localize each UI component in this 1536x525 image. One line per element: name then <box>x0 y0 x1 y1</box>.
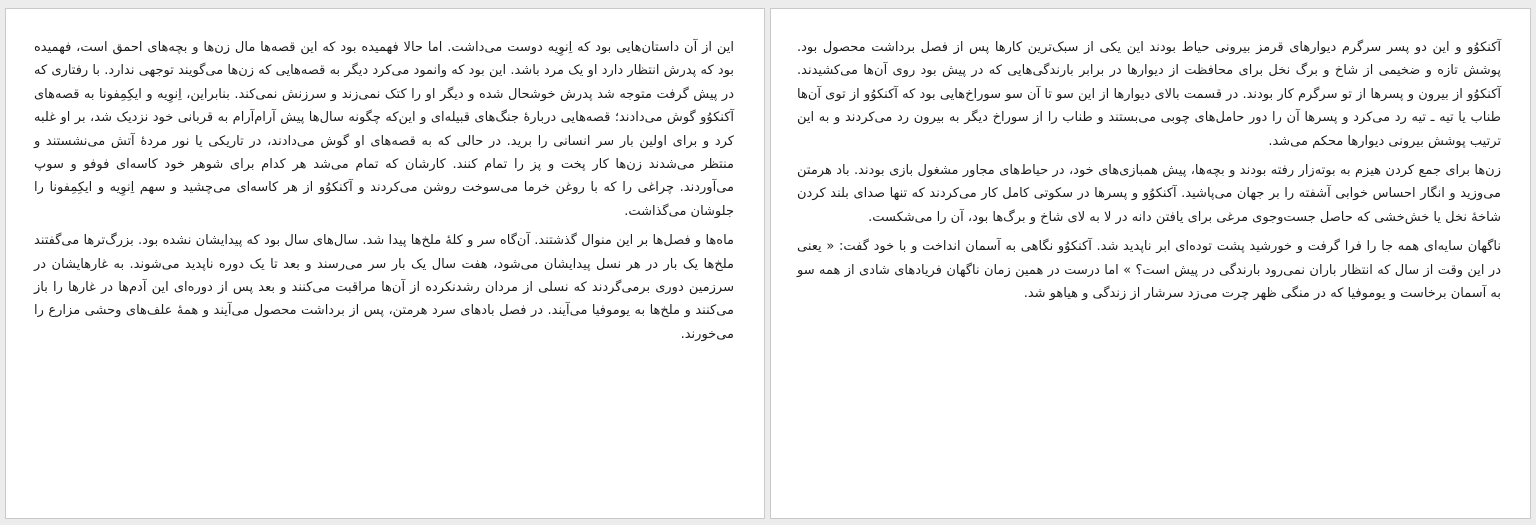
right-page-text <box>797 36 1501 311</box>
right-paragraph-1: آکنکوُو و این دو پسر سرگرم دیوارهای قرمز بیرونی حیاط بودند این یکی از سبک‌ترین کارها پس از فصل برداشت محصول بود. پوشش تازه و ضخیمی از شاخ و برگ نخل برای محافظت از دیوارها در برابر بارندگی‌هایی که در پیش بود روی آن‌ها می‌کشیدند. آکنکوُو از بیرون و پسرها از تو سرگرم کار بودند. در قسمت بالای دیوارها از این سو تا آن سو سوراخ‌هایی بود که آکنکوُو از توی آن‌ها طناب یا تیه ـ تیه رد می‌کرد و پسرها آن را دور حامل‌های چوبی می‌بستند و طناب را از سوراخ دیگر به بیرون رد می‌کردند و به این ترتیب پوشش بیرونی دیوارها محکم می‌شد. <box>797 40 1501 149</box>
left-paragraph-2: ماه‌ها و فصل‌ها بر این منوال گذشتند. آن‌گاه سر و کلهٔ ملخ‌ها پیدا شد. سال‌های سال بود که پیدایشان نشده بود. بزرگ‌ترها می‌گفتند ملخ‌ها یک بار در هر نسل پیدایشان می‌شود، هفت سال یک بار سر می‌رسند و بعد تا یک دوره ناپدید می‌شوند. به غارهایشان در سرزمین دوری برمی‌گردند که نسلی از مردان رشدنکرده از آن‌ها مراقبت می‌کنند و بعد پس از دوره‌ای این آدم‌ها در غارها را باز می‌کنند و ملخ‌ها به یوموفیا می‌آیند. در فصل بادهای سرد هرمتن، پس از برداشت محصول می‌آیند و همهٔ علف‌های وحشی مزارع را می‌خورند. <box>34 233 734 342</box>
right-paragraph-2: زن‌ها برای جمع کردن هیزم به بوته‌زار رفته بودند و بچه‌ها، پیش همبازی‌های خود، در حیاط‌های مجاور مشغول بازی بودند. باد هرمتن می‌وزید و انگار احساس خوابی آشفته را بر جهان می‌پاشید. آکنکوُو و پسرها در سکوتی کامل کار می‌کردند که تنها صدای بلند کردن شاخهٔ نخل یا خش‌خشی که حاصل جست‌وجوی مرغی برای یافتن دانه در لا به لای شاخ و برگ‌ها بود، آن را می‌شکست. <box>797 163 1501 225</box>
left-page-text <box>34 36 734 352</box>
right-paragraph-3: ناگهان سایه‌ای همه جا را فرا گرفت و خورشید پشت توده‌ای ابر ناپدید شد. آکنکوُو نگاهی به آسمان انداخت و با خود گفت: « یعنی در این وقت از سال که انتظار باران نمی‌رود بارندگی در پیش است؟ » اما درست در همین زمان ناگهان فریادهای شادی از همه سو به آسمان برخاست و یوموفیا که در منگی ظهر چرت می‌زد سرشار از زندگی و هیاهو شد. <box>797 239 1501 302</box>
left-paragraph-1: این از آن داستان‌هایی بود که اِنوِیه دوست می‌داشت. اما حالا فهمیده بود که این قصه‌ها مال زن‌ها و بچه‌های احمق است، فهمیده بود که پدرش انتظار دارد او یک مرد باشد. این بود که وانمود می‌کرد دیگر به قصه‌هایی که زن‌ها می‌گویند توجهی ندارد. با رفتاری که در پیش گرفت متوجه شد پدرش خوشحال شده و دیگر او را کتک نمی‌زند و سرزنش نمی‌کند. بنابراین، اِنوِیه و ایکِمِفونا به قصه‌های آکنکوُو گوش می‌دادند؛ قصه‌هایی دربارهٔ جنگ‌های قبیله‌ای و این‌که چگونه سال‌ها پیش آرام‌آرام به قربانی خود نزدیک شد، بر او غلبه کرد و برای اولین بار سر انسانی را برید. در حالی که به قصه‌های او گوش می‌دادند، در تاریکی یا نور مردهٔ آتش می‌نشستند و منتظر می‌شدند زن‌ها کار پخت و پز را تمام کنند. کارشان که تمام می‌شد هر کدام برای شوهر خود کاسه‌ای فوفو و سوپ می‌آوردند. چراغی را که با روغن خرما می‌سوخت روشن می‌کردند و آکنکوُو از هر کاسه‌ای می‌چشید و سهم اِنوِیه و ایکِمِفونا را جلوشان می‌گذاشت. <box>34 40 734 219</box>
left-page <box>5 8 765 519</box>
right-page <box>770 8 1531 519</box>
